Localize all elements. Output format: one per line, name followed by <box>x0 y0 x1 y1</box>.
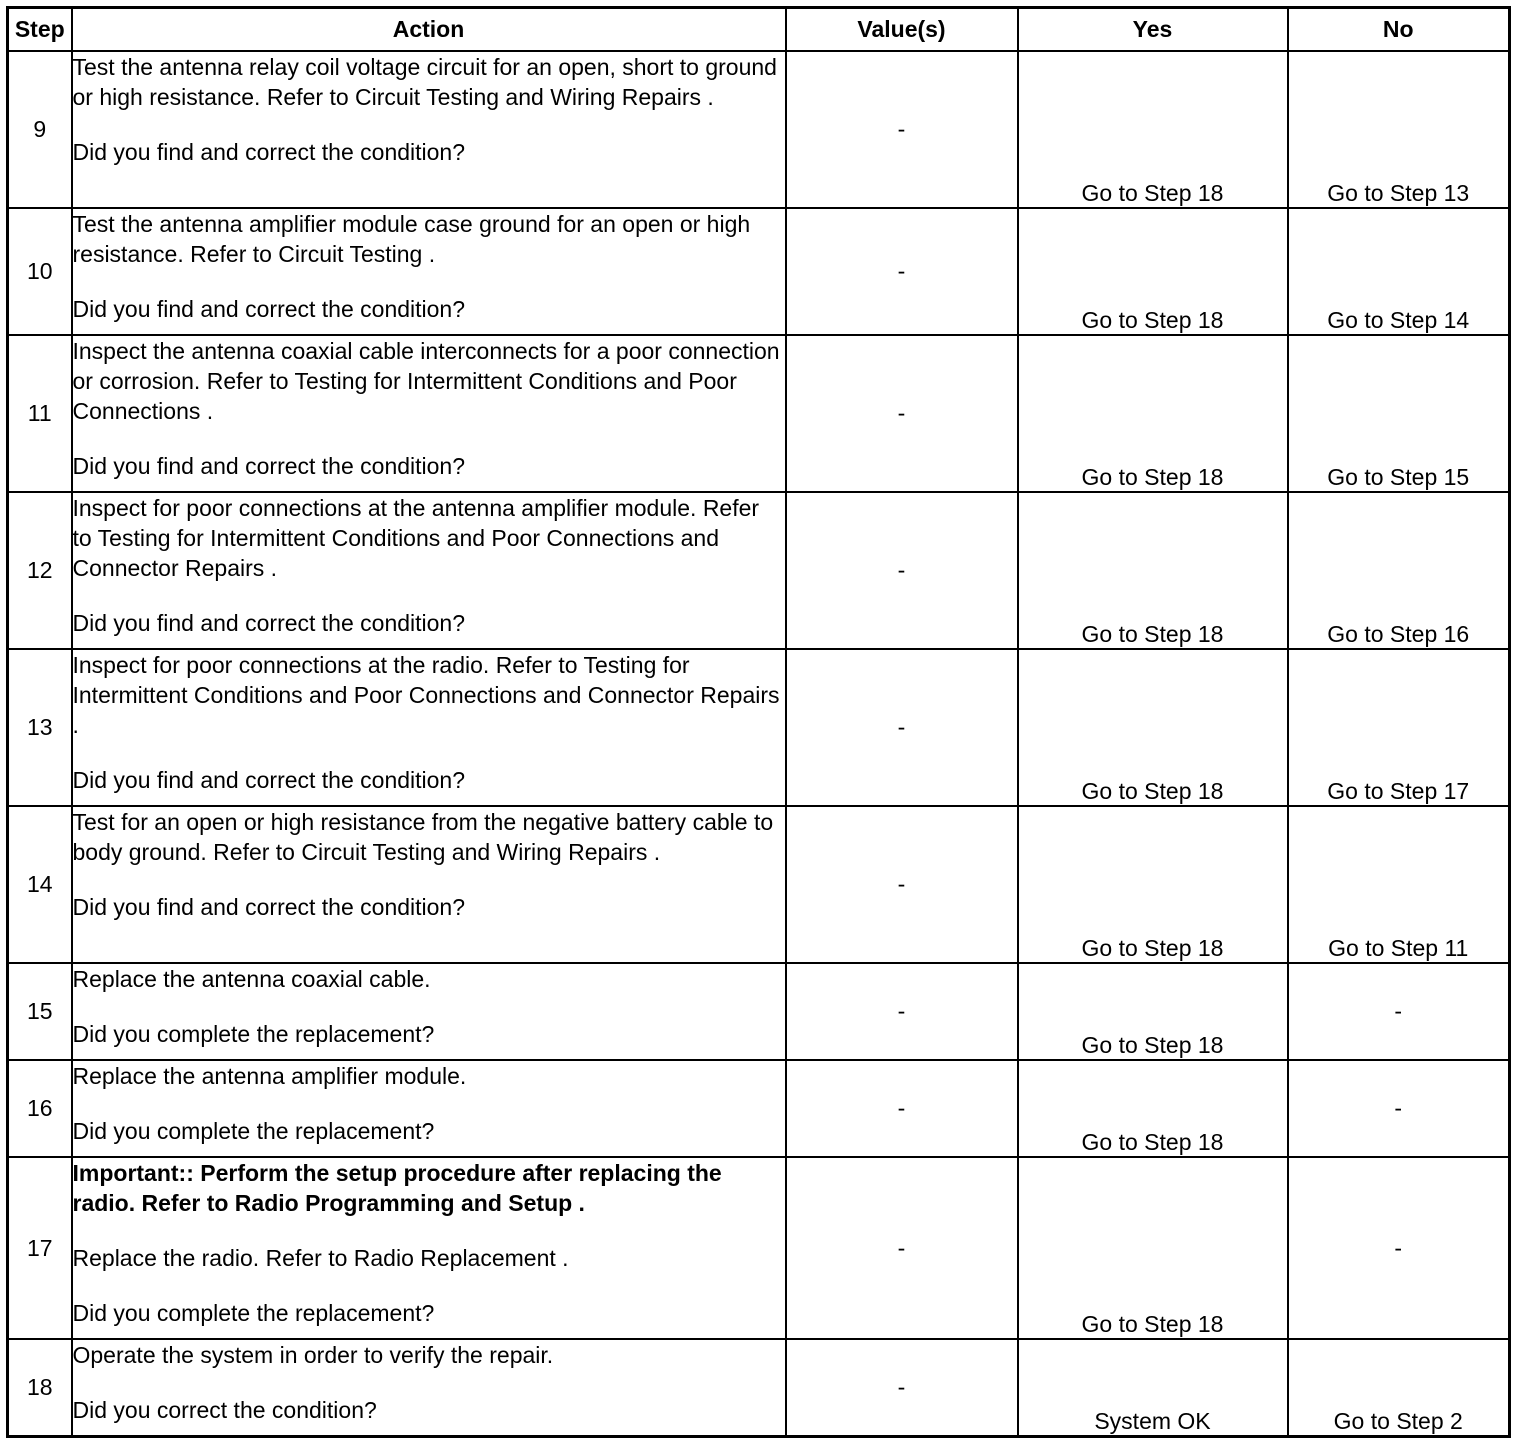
yes-cell: Go to Step 18 <box>1018 208 1288 335</box>
action-question: Did you find and correct the condition? <box>72 139 466 165</box>
action-instruction: Inspect for poor connections at the antenna amplifier module. Refer to Testing for Intermittent Conditions and Poor Connections and Connector Repairs . <box>72 495 760 582</box>
value-cell: - <box>786 51 1018 208</box>
table-row <box>8 51 1510 208</box>
action-question: Did you complete the replacement? <box>72 1300 435 1327</box>
action-cell <box>72 1157 786 1339</box>
yes-cell: Go to Step 18 <box>1018 963 1288 1060</box>
header-action: Action <box>72 8 786 52</box>
action-cell <box>72 963 786 1060</box>
step-number: 17 <box>8 1157 72 1339</box>
action-instruction: Operate the system in order to verify the repair. <box>72 1342 554 1369</box>
action-cell <box>72 335 786 492</box>
value-cell: - <box>786 649 1018 806</box>
header-step: Step <box>8 8 72 52</box>
action-question: Did you correct the condition? <box>72 1397 377 1424</box>
action-instruction: Inspect for poor connections at the radio. Refer to Testing for Intermittent Conditions and Poor Connections and Connector Repairs . <box>72 652 780 739</box>
table-row <box>8 492 1510 649</box>
diagnostic-table <box>6 6 1511 1438</box>
action-cell <box>72 1060 786 1157</box>
action-cell <box>72 208 786 335</box>
no-cell: Go to Step 17 <box>1288 649 1510 806</box>
value-cell: - <box>786 492 1018 649</box>
yes-cell: System OK <box>1018 1339 1288 1436</box>
no-cell: Go to Step 2 <box>1288 1339 1510 1436</box>
value-cell: - <box>786 963 1018 1060</box>
table-header-row <box>8 8 1510 52</box>
table-row <box>8 649 1510 806</box>
table-row <box>8 208 1510 335</box>
action-cell <box>72 806 786 963</box>
diagnostic-table-container <box>6 6 1508 1438</box>
action-cell <box>72 1339 786 1436</box>
table-row <box>8 1157 1510 1339</box>
action-instruction: Test for an open or high resistance from the negative battery cable to body ground. Refer to Circuit Testing and Wiring Repairs . <box>72 809 774 866</box>
step-number: 12 <box>8 492 72 649</box>
yes-cell: Go to Step 18 <box>1018 1157 1288 1339</box>
no-cell: Go to Step 14 <box>1288 208 1510 335</box>
value-cell: - <box>786 1339 1018 1436</box>
value-cell: - <box>786 1060 1018 1157</box>
action-question: Did you complete the replacement? <box>72 1021 435 1048</box>
step-number: 15 <box>8 963 72 1060</box>
action-instruction: Test the antenna relay coil voltage circuit for an open, short to ground or high resistance. Refer to Circuit Testing and Wiring Repairs . <box>72 54 777 110</box>
yes-cell: Go to Step 18 <box>1018 335 1288 492</box>
header-values: Value(s) <box>786 8 1018 52</box>
no-cell: Go to Step 15 <box>1288 335 1510 492</box>
action-question: Did you find and correct the condition? <box>72 610 466 637</box>
important-note: Important:: Perform the setup procedure after replacing the radio. Refer to Radio Programming and Setup . <box>72 1160 722 1217</box>
table-row <box>8 335 1510 492</box>
action-question: Did you find and correct the condition? <box>72 453 466 480</box>
step-number: 16 <box>8 1060 72 1157</box>
action-cell <box>72 492 786 649</box>
yes-cell: Go to Step 18 <box>1018 51 1288 208</box>
no-cell: - <box>1288 963 1510 1060</box>
action-instruction: Inspect the antenna coaxial cable interconnects for a poor connection or corrosion. Refer to Testing for Intermittent Conditions and Poor Connections . <box>72 338 780 425</box>
step-number: 14 <box>8 806 72 963</box>
action-instruction: Replace the radio. Refer to Radio Replacement . <box>72 1245 569 1272</box>
no-cell: Go to Step 11 <box>1288 806 1510 963</box>
step-number: 18 <box>8 1339 72 1436</box>
header-yes: Yes <box>1018 8 1288 52</box>
no-cell: Go to Step 13 <box>1288 51 1510 208</box>
yes-cell: Go to Step 18 <box>1018 806 1288 963</box>
header-no: No <box>1288 8 1510 52</box>
table-row <box>8 963 1510 1060</box>
table-row <box>8 1339 1510 1436</box>
yes-cell: Go to Step 18 <box>1018 649 1288 806</box>
value-cell: - <box>786 335 1018 492</box>
table-row <box>8 806 1510 963</box>
action-instruction: Replace the antenna amplifier module. <box>72 1063 467 1090</box>
yes-cell: Go to Step 18 <box>1018 1060 1288 1157</box>
step-number: 9 <box>8 51 72 208</box>
no-cell: - <box>1288 1157 1510 1339</box>
step-number: 10 <box>8 208 72 335</box>
step-number: 13 <box>8 649 72 806</box>
action-question: Did you find and correct the condition? <box>72 767 466 794</box>
action-instruction: Test the antenna amplifier module case ground for an open or high resistance. Refer to Circuit Testing . <box>72 211 751 268</box>
yes-cell: Go to Step 18 <box>1018 492 1288 649</box>
action-question: Did you find and correct the condition? <box>72 296 466 323</box>
table-row <box>8 1060 1510 1157</box>
no-cell: Go to Step 16 <box>1288 492 1510 649</box>
action-cell <box>72 51 786 208</box>
value-cell: - <box>786 208 1018 335</box>
action-question: Did you complete the replacement? <box>72 1118 435 1145</box>
step-number: 11 <box>8 335 72 492</box>
action-instruction: Replace the antenna coaxial cable. <box>72 966 431 993</box>
value-cell: - <box>786 806 1018 963</box>
action-question: Did you find and correct the condition? <box>72 894 466 921</box>
action-cell <box>72 649 786 806</box>
value-cell: - <box>786 1157 1018 1339</box>
no-cell: - <box>1288 1060 1510 1157</box>
